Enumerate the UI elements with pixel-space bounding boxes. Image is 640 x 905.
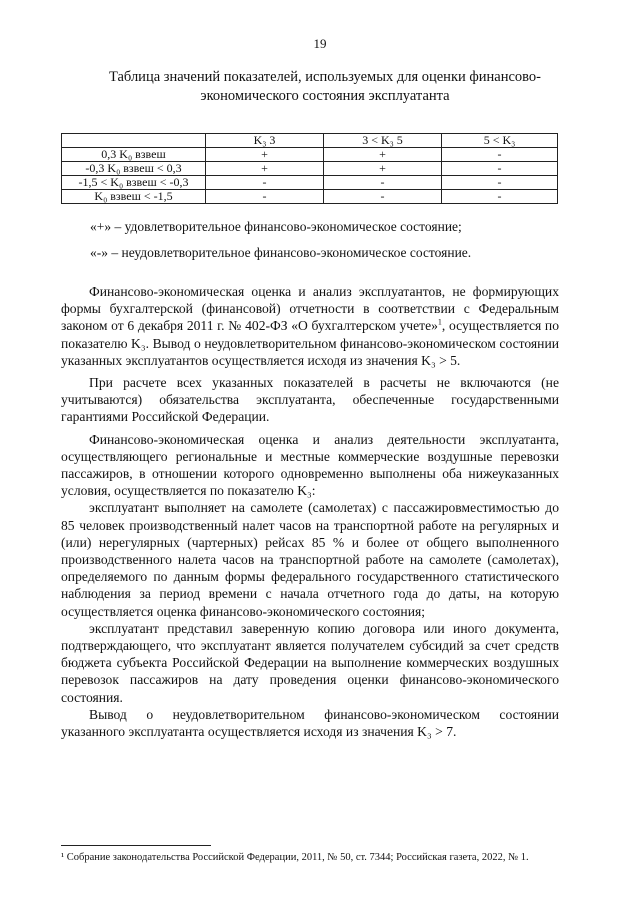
- table-cell: -: [206, 176, 324, 190]
- table-cell: -1,5 < K₀ взвеш < -0,3: [62, 176, 206, 190]
- paragraph-4: эксплуатант выполняет на самолете (самолетах) с пассажировместимостью до 85 человек производственный налет часов на транспортной работе на регулярных и (или) нерегулярных (чартерных) рейсах 85 % и более от общего выполненного производственного налета часов на транспортной работе на самолете (самолетах), определяемого по данным формы федерального государственного статистического наблюдения за период времени с начала отчетного года до даты, на которую осуществляется оценка финансово-экономического состояния;: [61, 500, 559, 619]
- table-cell: -: [442, 162, 558, 176]
- table-cell: K₀ взвеш < -1,5: [62, 190, 206, 204]
- paragraph-5: эксплуатант представил заверенную копию договора или иного документа, подтверждающего, что эксплуатант является получателем субсидий за счет средств бюджета субъекта Российской Федерации на выполнение коммерческих воздушных перевозок пассажиров на дату проведения оценки финансово-экономического состояния.: [61, 620, 559, 705]
- table-row: [62, 148, 558, 162]
- paragraph-3: Финансово-экономическая оценка и анализ деятельности эксплуатанта, осуществляющего региональные и местные коммерческие воздушные перевозки пассажиров, в отношении которого одновременно выполнены оба нижеуказанных условия, осуществляется по показателю K₃:: [61, 431, 559, 499]
- table-header-cell: 3 < K₃ 5: [324, 134, 442, 148]
- table-cell: +: [206, 162, 324, 176]
- paragraph-1-end: , осуществляется по показателю K₃. Вывод о неудовлетворительном финансово-экономическом состоянии указанных эксплуатантов осуществляется исходя из значения K₃ > 5.: [61, 318, 559, 368]
- table-cell: 0,3 K₀ взвеш: [62, 148, 206, 162]
- table-cell: -0,3 K₀ взвеш < 0,3: [62, 162, 206, 176]
- table-title: [90, 68, 560, 106]
- table-header-cell: [62, 134, 206, 148]
- legend-minus: «-» – неудовлетворительное финансово-экономическое состояние.: [90, 245, 472, 260]
- indicators-table: [61, 133, 558, 204]
- paragraph-1-start: Финансово-экономическая оценка и анализ эксплуатантов, не формирующих формы бухгалтерской (финансовой) отчетности в соответствии с Федеральным законом от 6 декабря 2011 г. № 402-ФЗ «О бухгалтерском учете»: [61, 284, 559, 334]
- paragraph-1: [61, 283, 559, 369]
- table-header-cell: 5 < K₃: [442, 134, 558, 148]
- table-header-cell: K₃ 3: [206, 134, 324, 148]
- page-number: 19: [313, 36, 327, 51]
- table-cell: +: [324, 148, 442, 162]
- footnote-divider: [61, 845, 211, 846]
- table-row: [62, 176, 558, 190]
- table-row: [62, 162, 558, 176]
- table-cell: -: [442, 176, 558, 190]
- footnote-ref: 1: [437, 317, 442, 327]
- paragraph-2: При расчете всех указанных показателей в расчеты не включаются (не учитываются) обязательства эксплуатанта, обеспеченные государственными гарантиями Российской Федерации.: [61, 375, 559, 425]
- table-title-line-1: Таблица значений показателей, используемых для оценки финансово-: [109, 69, 541, 85]
- table-cell: -: [442, 190, 558, 204]
- table-cell: -: [442, 148, 558, 162]
- table-cell: -: [324, 190, 442, 204]
- footnote: ¹ Собрание законодательства Российской Федерации, 2011, № 50, ст. 7344; Российская газета, 2022, № 1.: [61, 852, 529, 863]
- body-text: [61, 283, 559, 745]
- table-cell: +: [324, 162, 442, 176]
- table-row: [62, 190, 558, 204]
- table-cell: -: [206, 190, 324, 204]
- table-header-row: [62, 134, 558, 148]
- legend-plus: «+» – удовлетворительное финансово-экономическое состояние;: [90, 219, 462, 234]
- paragraph-6: Вывод о неудовлетворительном финансово-экономическом состоянии указанного эксплуатанта осуществляется исходя из значения K₃ > 7.: [61, 706, 559, 740]
- table-cell: +: [206, 148, 324, 162]
- table-title-line-2: экономического состояния эксплуатанта: [200, 88, 450, 104]
- table-cell: -: [324, 176, 442, 190]
